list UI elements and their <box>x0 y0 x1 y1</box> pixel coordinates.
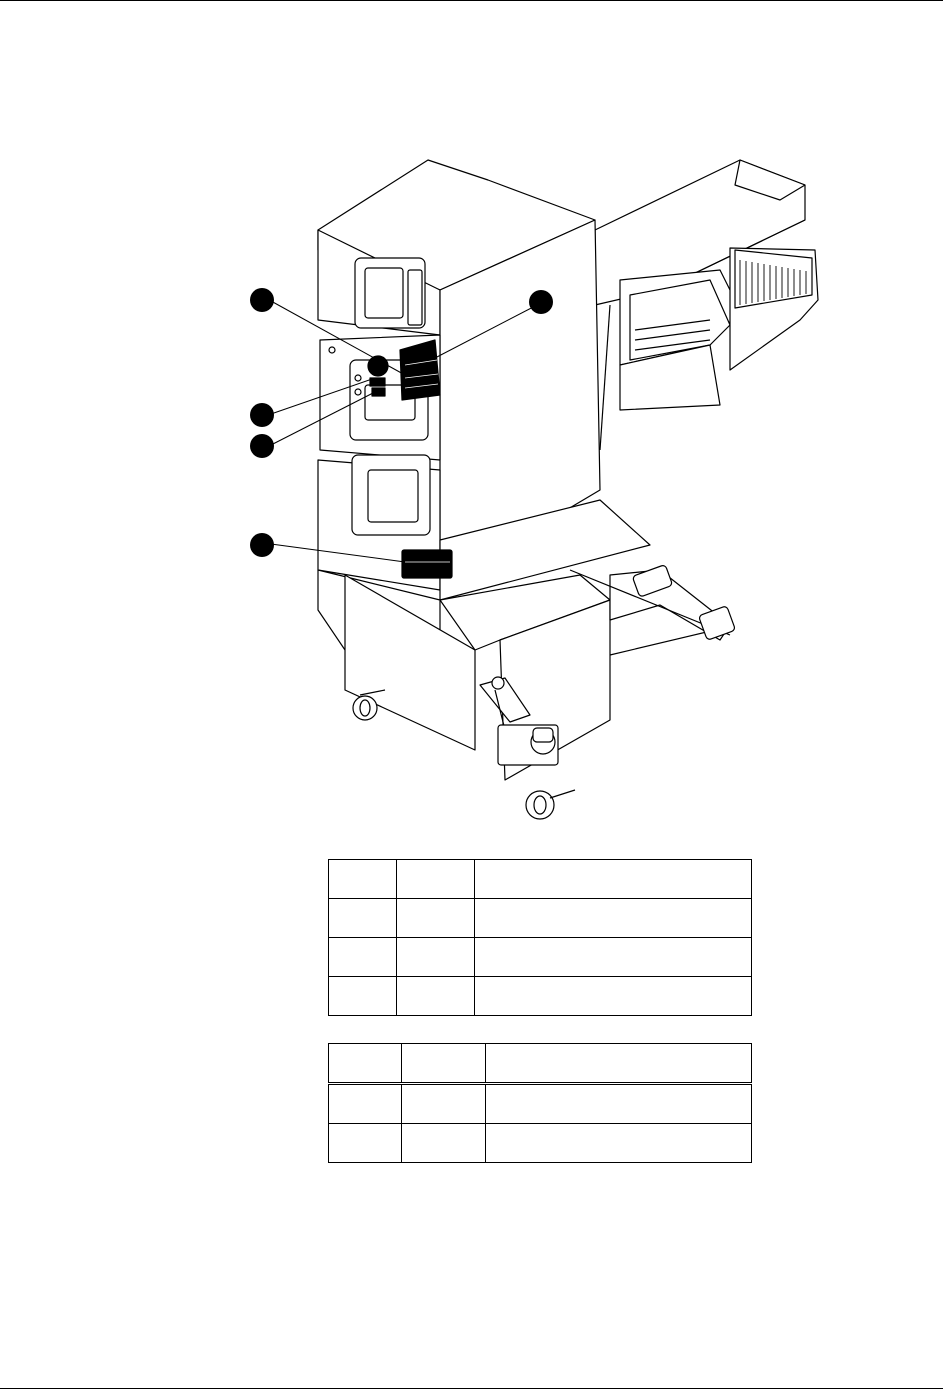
table-row <box>329 899 752 938</box>
legend-table <box>328 1043 752 1163</box>
table-cell <box>329 1044 402 1084</box>
footer-rule <box>0 1388 943 1389</box>
callout-marker <box>250 533 274 557</box>
callout-marker <box>250 288 274 312</box>
table-cell <box>402 1084 486 1124</box>
table-cell <box>329 1124 402 1163</box>
table-row <box>329 860 752 899</box>
table-cell <box>486 1124 752 1163</box>
machine-illustration <box>240 130 850 835</box>
table-row <box>329 977 752 1016</box>
table-cell <box>329 938 397 977</box>
table-cell <box>475 938 752 977</box>
table-cell <box>402 1124 486 1163</box>
table-cell <box>397 860 475 899</box>
table-cell <box>475 977 752 1016</box>
conveyor-tray <box>595 160 818 450</box>
header-rule <box>0 0 943 1</box>
table-cell <box>402 1044 486 1084</box>
table-cell <box>329 860 397 899</box>
callout-marker <box>250 403 274 427</box>
callout-marker <box>250 434 274 458</box>
legend-table <box>328 859 752 1016</box>
table-row <box>329 1084 752 1124</box>
table-cell <box>397 938 475 977</box>
table-row <box>329 1044 752 1084</box>
callout-marker <box>529 290 553 314</box>
table-cell <box>475 860 752 899</box>
table-row <box>329 1124 752 1163</box>
table-cell <box>397 977 475 1016</box>
table-cell <box>329 1084 402 1124</box>
table-cell <box>329 977 397 1016</box>
table-row <box>329 938 752 977</box>
table-cell <box>486 1044 752 1084</box>
base-stand <box>318 565 736 819</box>
table-cell <box>329 899 397 938</box>
table-cell <box>486 1084 752 1124</box>
table-cell <box>397 899 475 938</box>
table-cell <box>475 899 752 938</box>
